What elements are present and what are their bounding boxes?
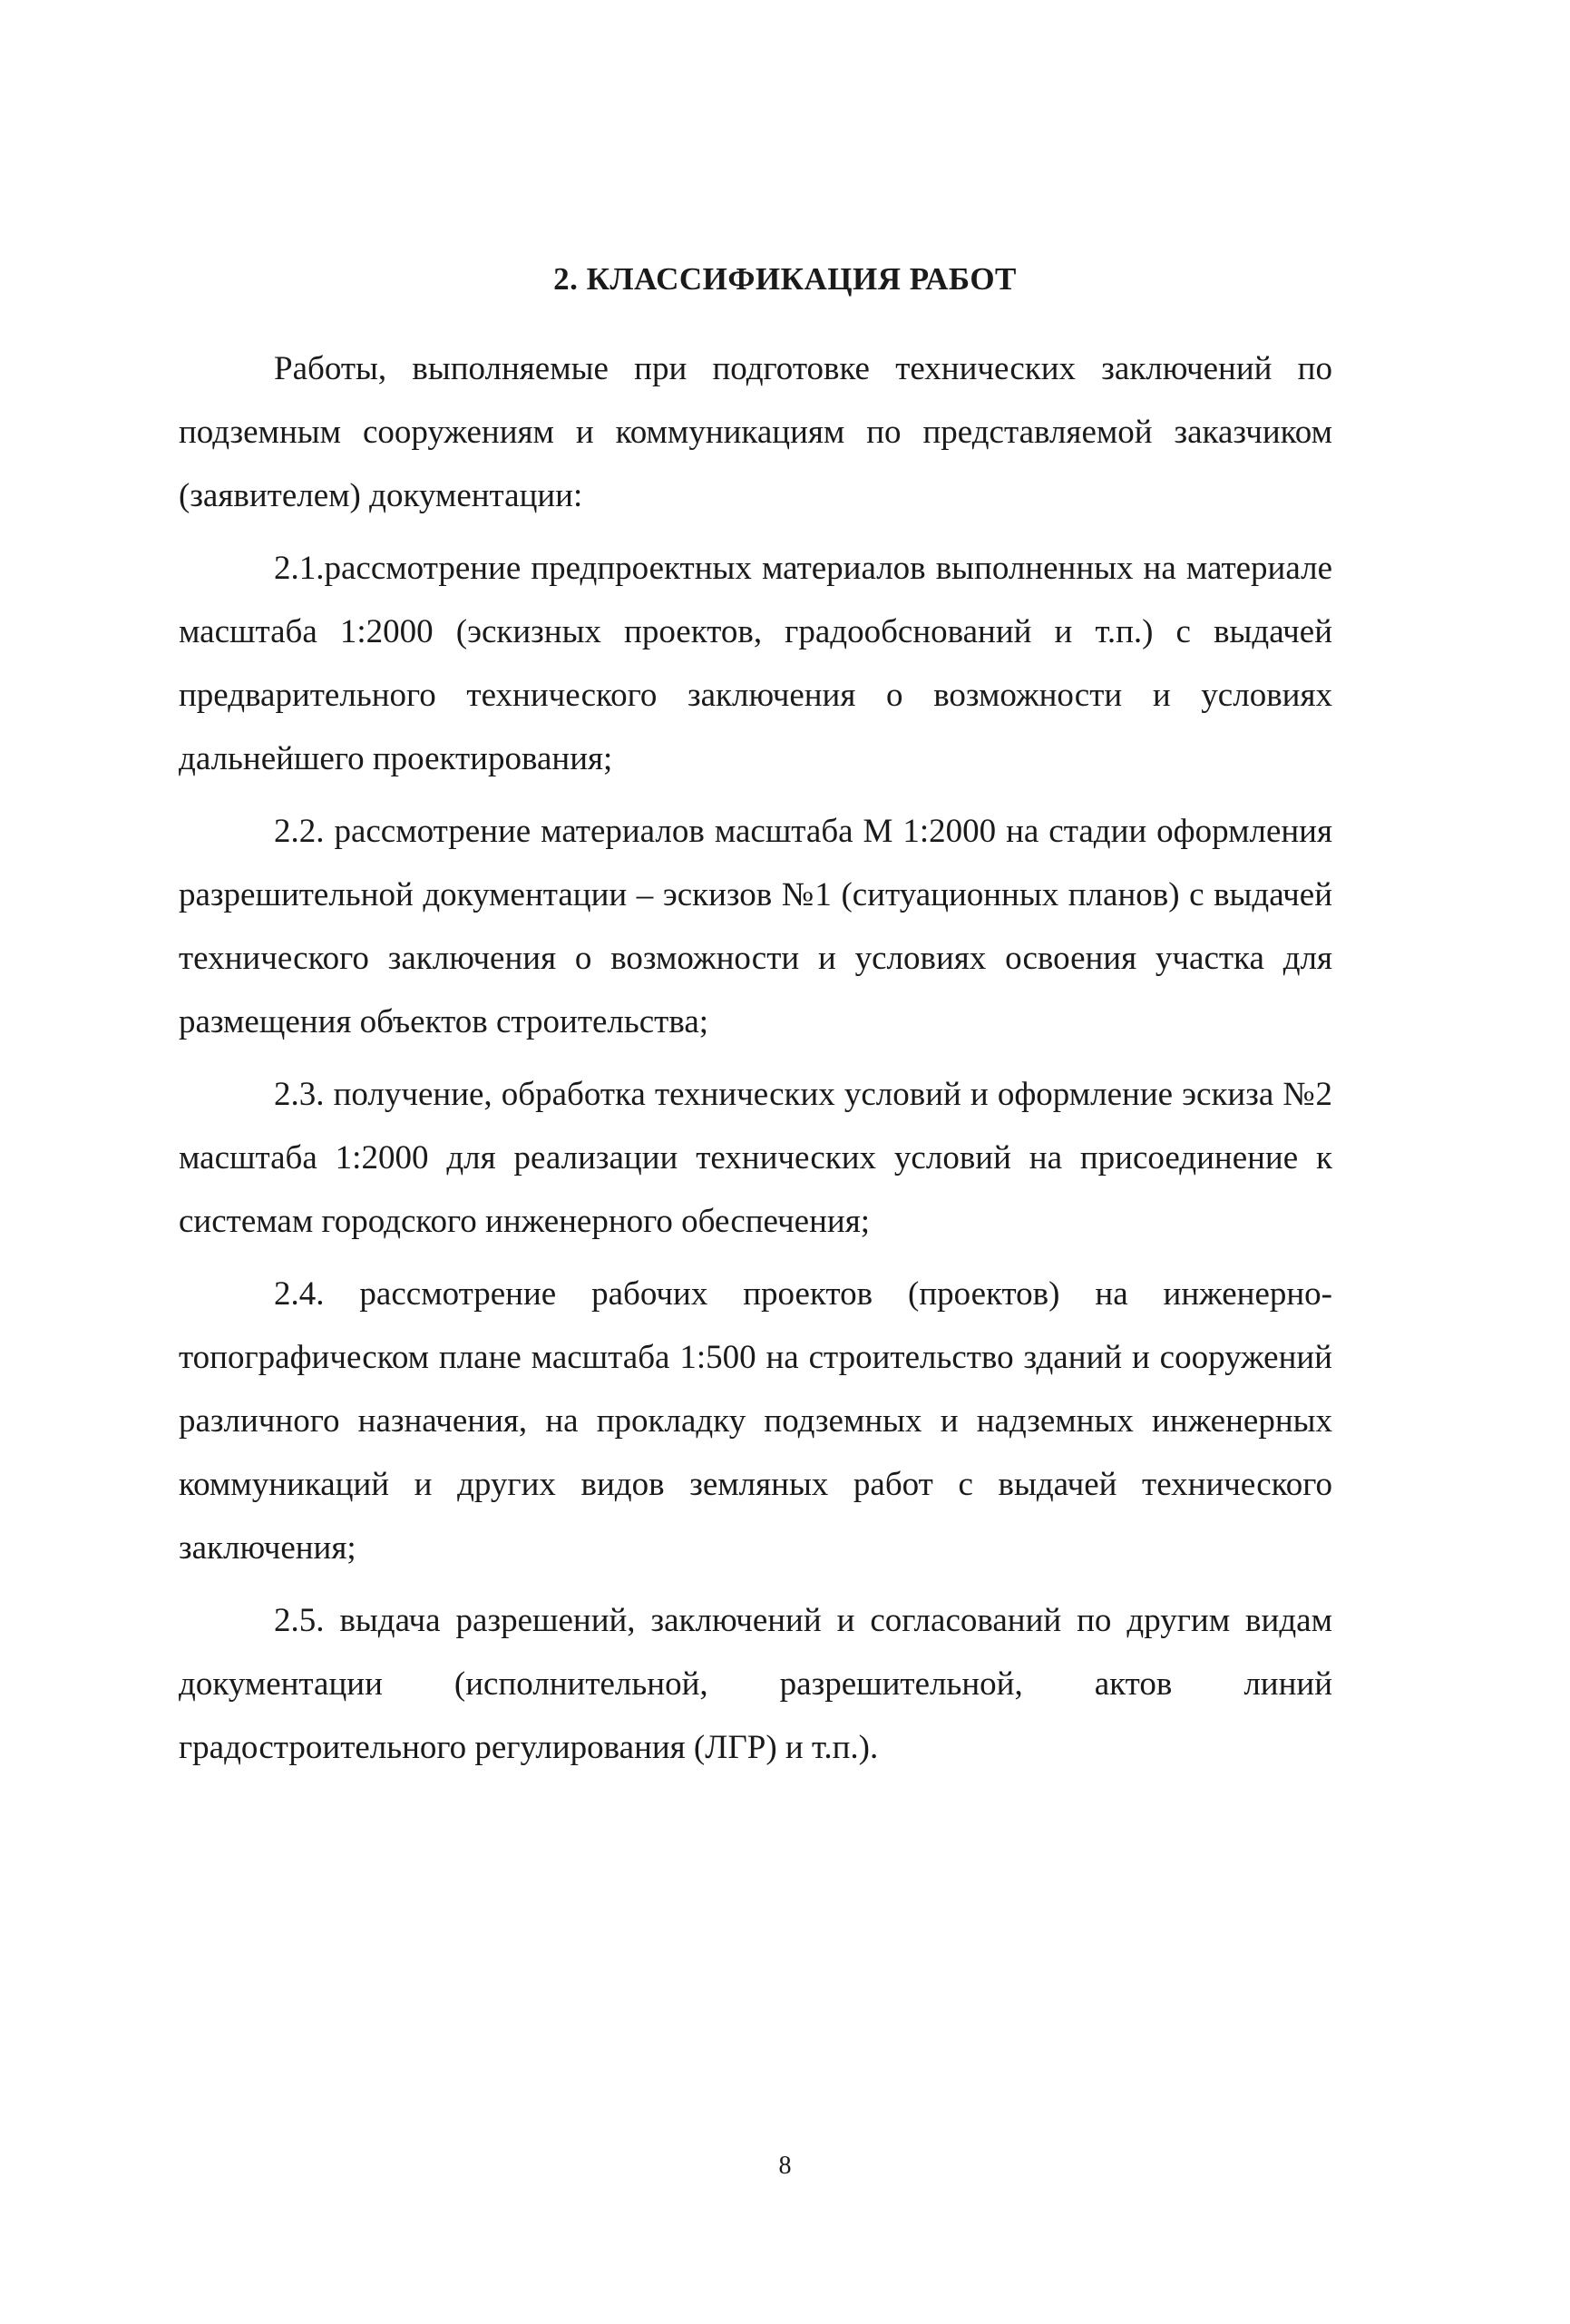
- item-2-4-paragraph: 2.4. рассмотрение рабочих проектов (проектов) на инженерно-топографическом плане масштаба 1:500 на строительство зданий и сооружений различного назначения, на прокладку подземных и надземных инженерных коммуникаций и других видов земляных работ с выдачей технического заключения;: [179, 1275, 1332, 1567]
- page-number: 8: [778, 2152, 792, 2180]
- item-2-2-paragraph: 2.2. рассмотрение материалов масштаба М 1:2000 на стадии оформления разрешительной документации – эскизов №1 (ситуационных планов) с выдачей технического заключения о возможности и условиях освоения участка для размещения объектов строительства;: [179, 813, 1332, 1040]
- section-heading: 2. КЛАССИФИКАЦИЯ РАБОТ: [553, 261, 1017, 297]
- item-2-3-paragraph: 2.3. получение, обработка технических условий и оформление эскиза №2 масштаба 1:2000 для реализации технических условий на присоединение к системам городского инженерного обеспечения;: [179, 1076, 1332, 1240]
- item-2-1-paragraph: 2.1.рассмотрение предпроектных материалов выполненных на материале масштаба 1:2000 (эскизных проектов, градообснований и т.п.) с выдачей предварительного технического заключения о возможности и условиях дальнейшего проектирования;: [179, 550, 1332, 777]
- section-body: [179, 337, 1332, 1789]
- intro-paragraph: Работы, выполняемые при подготовке технических заключений по подземным сооружениям и коммуникациям по представляемой заказчиком (заявителем) документации:: [179, 350, 1332, 514]
- item-2-5-paragraph: 2.5. выдача разрешений, заключений и согласований по другим видам документации (исполнительной, разрешительной, актов линий градостроительного регулирования (ЛГР) и т.п.).: [179, 1602, 1332, 1766]
